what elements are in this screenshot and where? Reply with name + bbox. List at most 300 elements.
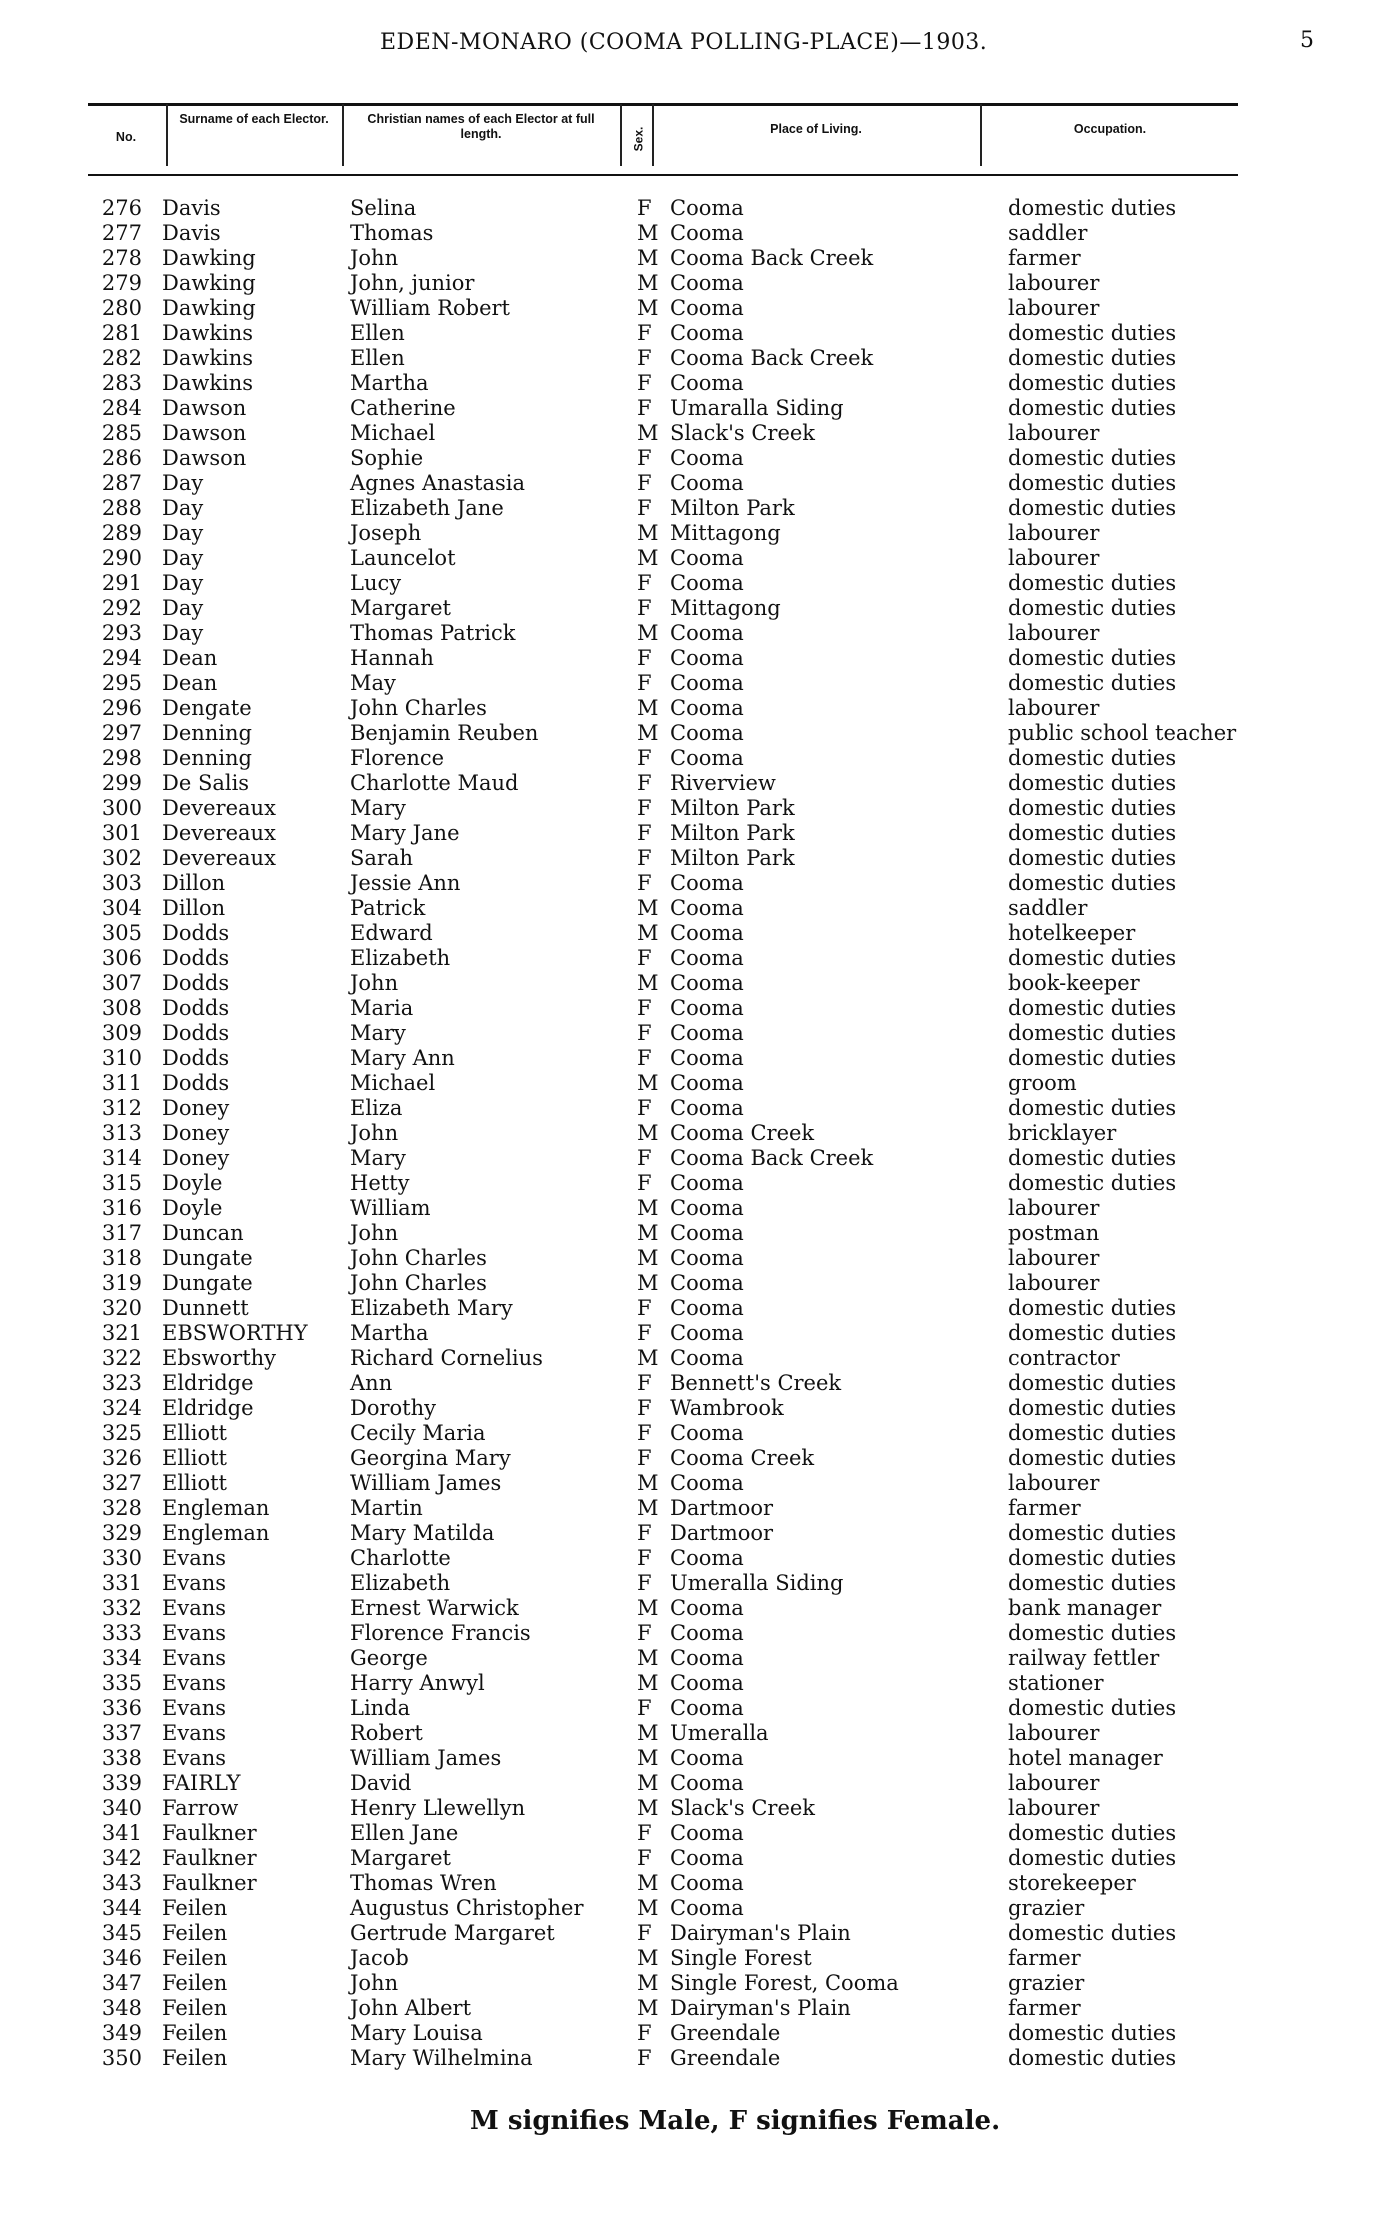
elector-sex: F [637,1171,652,1195]
elector-surname: Day [162,471,204,495]
elector-surname: Farrow [162,1796,239,1820]
elector-place-of-living: Milton Park [670,846,795,870]
elector-place-of-living: Cooma [670,671,744,695]
elector-christian-names: David [350,1771,412,1795]
elector-surname: Dawking [162,246,256,270]
elector-sex: M [637,271,659,295]
elector-christian-names: John, junior [350,271,475,295]
elector-christian-names: Sophie [350,446,424,470]
elector-surname: Dean [162,671,218,695]
elector-christian-names: William [350,1196,431,1220]
elector-christian-names: Ellen [350,321,405,345]
elector-sex: F [637,1396,652,1420]
elector-occupation: domestic duties [1008,1546,1177,1570]
elector-surname: EBSWORTHY [162,1321,308,1345]
elector-number: 331 [101,1571,142,1595]
elector-sex: F [637,996,652,1020]
elector-place-of-living: Cooma [670,746,744,770]
elector-row [0,371,1382,396]
elector-row [0,1746,1382,1771]
elector-surname: Dodds [162,1071,230,1095]
elector-surname: De Salis [162,771,250,795]
elector-sex: M [637,421,659,445]
elector-surname: Dodds [162,1021,230,1045]
elector-occupation: domestic duties [1008,671,1177,695]
elector-christian-names: Margaret [350,596,451,620]
elector-sex: M [637,1671,659,1695]
elector-occupation: domestic duties [1008,346,1177,370]
elector-surname: Engleman [162,1496,270,1520]
elector-surname: Day [162,621,204,645]
header-rule-top [88,103,1238,106]
elector-place-of-living: Milton Park [670,496,795,520]
elector-christian-names: John [350,1221,399,1245]
elector-occupation: grazier [1008,1971,1085,1995]
elector-row [0,1021,1382,1046]
header-place: Place of Living. [770,122,862,136]
elector-surname: Dawking [162,296,256,320]
elector-christian-names: Ellen [350,346,405,370]
elector-occupation: domestic duties [1008,796,1177,820]
elector-row [0,1946,1382,1971]
elector-surname: Faulkner [162,1846,257,1870]
elector-sex: M [637,896,659,920]
elector-place-of-living: Cooma [670,871,744,895]
elector-place-of-living: Dartmoor [670,1521,774,1545]
elector-place-of-living: Greendale [670,2046,781,2070]
elector-number: 288 [101,496,142,520]
elector-place-of-living: Cooma [670,1746,744,1770]
elector-surname: Dungate [162,1246,253,1270]
elector-number: 342 [101,1846,142,1870]
elector-sex: M [637,1071,659,1095]
elector-number: 309 [101,1021,142,1045]
elector-row [0,1821,1382,1846]
elector-number: 320 [101,1296,142,1320]
elector-surname: Doney [162,1096,230,1120]
elector-occupation: labourer [1008,421,1100,445]
elector-sex: F [637,1296,652,1320]
elector-place-of-living: Cooma [670,1471,744,1495]
elector-christian-names: Joseph [350,521,422,545]
elector-occupation: hotelkeeper [1008,921,1136,945]
elector-row [0,571,1382,596]
elector-christian-names: Augustus Christopher [350,1896,584,1920]
elector-number: 280 [101,296,142,320]
elector-christian-names: Michael [350,421,436,445]
elector-number: 278 [101,246,142,270]
elector-row [0,521,1382,546]
elector-sex: M [637,1871,659,1895]
elector-occupation: domestic duties [1008,1821,1177,1845]
elector-place-of-living: Cooma [670,1671,744,1695]
elector-occupation: groom [1008,1071,1077,1095]
elector-number: 338 [101,1746,142,1770]
elector-christian-names: Catherine [350,396,456,420]
elector-surname: Dawking [162,271,256,295]
elector-sex: M [637,1596,659,1620]
elector-christian-names: Thomas Wren [350,1871,497,1895]
elector-christian-names: Linda [350,1696,411,1720]
elector-number: 279 [101,271,142,295]
elector-christian-names: Mary Jane [350,821,460,845]
elector-place-of-living: Cooma Back Creek [670,1146,874,1170]
elector-occupation: domestic duties [1008,1146,1177,1170]
elector-occupation: hotel manager [1008,1746,1163,1770]
elector-place-of-living: Mittagong [670,521,781,545]
elector-row [0,671,1382,696]
elector-place-of-living: Cooma [670,1596,744,1620]
elector-occupation: domestic duties [1008,1296,1177,1320]
elector-sex: F [637,1521,652,1545]
elector-occupation: labourer [1008,296,1100,320]
elector-surname: Evans [162,1621,227,1645]
elector-sex: F [637,1421,652,1445]
elector-place-of-living: Cooma [670,1846,744,1870]
elector-surname: Dodds [162,946,230,970]
elector-sex: F [637,671,652,695]
elector-sex: F [637,1921,652,1945]
elector-number: 336 [101,1696,142,1720]
elector-number: 277 [101,221,142,245]
elector-occupation: bank manager [1008,1596,1162,1620]
elector-place-of-living: Cooma [670,1046,744,1070]
elector-place-of-living: Cooma [670,721,744,745]
elector-number: 276 [101,196,142,220]
elector-christian-names: Mary Wilhelmina [350,2046,533,2070]
elector-sex: M [637,1721,659,1745]
elector-surname: Evans [162,1571,227,1595]
elector-surname: Engleman [162,1521,270,1545]
elector-occupation: domestic duties [1008,1696,1177,1720]
elector-place-of-living: Cooma [670,1221,744,1245]
elector-number: 305 [101,921,142,945]
elector-place-of-living: Cooma Creek [670,1121,815,1145]
elector-surname: Evans [162,1746,227,1770]
elector-surname: Dodds [162,996,230,1020]
elector-surname: Evans [162,1596,227,1620]
elector-sex: F [637,1621,652,1645]
elector-christian-names: Maria [350,996,414,1020]
elector-number: 327 [101,1471,142,1495]
elector-number: 337 [101,1721,142,1745]
column-divider [980,104,982,166]
elector-number: 295 [101,671,142,695]
elector-surname: Evans [162,1671,227,1695]
column-divider [620,104,622,166]
elector-occupation: domestic duties [1008,821,1177,845]
elector-row [0,321,1382,346]
elector-sex: F [637,796,652,820]
elector-number: 310 [101,1046,142,1070]
elector-sex: F [637,1321,652,1345]
elector-surname: Faulkner [162,1821,257,1845]
elector-row [0,1246,1382,1271]
elector-row [0,1346,1382,1371]
elector-occupation: domestic duties [1008,496,1177,520]
elector-christian-names: Robert [350,1721,423,1745]
elector-sex: M [637,1246,659,1270]
elector-christian-names: Lucy [350,571,402,595]
elector-row [0,1196,1382,1221]
elector-christian-names: Hannah [350,646,434,670]
elector-occupation: domestic duties [1008,1571,1177,1595]
elector-surname: Dodds [162,971,230,995]
page-number: 5 [1300,28,1314,53]
elector-number: 329 [101,1521,142,1545]
elector-row [0,1596,1382,1621]
elector-number: 322 [101,1346,142,1370]
elector-occupation: domestic duties [1008,596,1177,620]
elector-sex: M [637,1121,659,1145]
elector-surname: FAIRLY [162,1771,241,1795]
elector-surname: Devereaux [162,846,276,870]
elector-occupation: labourer [1008,1471,1100,1495]
elector-place-of-living: Cooma [670,971,744,995]
elector-sex: M [637,1796,659,1820]
column-divider [652,104,654,166]
elector-place-of-living: Cooma [670,1821,744,1845]
elector-place-of-living: Cooma [670,221,744,245]
elector-sex: F [637,871,652,895]
elector-christian-names: Benjamin Reuben [350,721,539,745]
elector-occupation: domestic duties [1008,1046,1177,1070]
elector-occupation: domestic duties [1008,1021,1177,1045]
elector-sex: M [637,1271,659,1295]
elector-christian-names: Richard Cornelius [350,1346,543,1370]
elector-occupation: labourer [1008,546,1100,570]
elector-place-of-living: Cooma [670,1296,744,1320]
elector-row [0,771,1382,796]
elector-surname: Faulkner [162,1871,257,1895]
elector-number: 281 [101,321,142,345]
elector-occupation: domestic duties [1008,1096,1177,1120]
elector-surname: Dodds [162,1046,230,1070]
elector-place-of-living: Slack's Creek [670,1796,816,1820]
elector-row [0,921,1382,946]
elector-sex: F [637,646,652,670]
elector-number: 333 [101,1621,142,1645]
elector-sex: F [637,1571,652,1595]
elector-place-of-living: Milton Park [670,821,795,845]
elector-occupation: domestic duties [1008,321,1177,345]
elector-occupation: domestic duties [1008,1396,1177,1420]
sex-legend: M signifies Male, F signifies Female. [470,2106,1001,2136]
elector-number: 345 [101,1921,142,1945]
elector-row [0,971,1382,996]
elector-surname: Elliott [162,1471,227,1495]
elector-sex: M [637,246,659,270]
elector-christian-names: Elizabeth [350,1571,451,1595]
elector-number: 287 [101,471,142,495]
elector-row [0,496,1382,521]
elector-christian-names: Edward [350,921,433,945]
elector-occupation: farmer [1008,1496,1081,1520]
elector-surname: Dengate [162,696,252,720]
elector-place-of-living: Cooma [670,1546,744,1570]
elector-row [0,646,1382,671]
elector-number: 330 [101,1546,142,1570]
elector-occupation: domestic duties [1008,471,1177,495]
elector-occupation: domestic duties [1008,946,1177,970]
elector-place-of-living: Dairyman's Plain [670,1996,851,2020]
elector-row [0,246,1382,271]
elector-row [0,1296,1382,1321]
elector-occupation: labourer [1008,1196,1100,1220]
elector-place-of-living: Cooma [670,646,744,670]
elector-row [0,621,1382,646]
elector-place-of-living: Single Forest [670,1946,812,1970]
elector-number: 292 [101,596,142,620]
elector-row [0,1771,1382,1796]
elector-row [0,2046,1382,2071]
elector-sex: F [637,1821,652,1845]
elector-occupation: domestic duties [1008,1371,1177,1395]
elector-surname: Dawson [162,396,247,420]
elector-sex: M [637,971,659,995]
elector-row [0,796,1382,821]
elector-place-of-living: Riverview [670,771,776,795]
elector-surname: Day [162,546,204,570]
elector-surname: Feilen [162,2046,228,2070]
elector-row [0,1146,1382,1171]
elector-christian-names: Mary Louisa [350,2021,483,2045]
elector-number: 296 [101,696,142,720]
elector-list [0,196,1382,2071]
elector-surname: Day [162,571,204,595]
elector-row [0,1846,1382,1871]
elector-place-of-living: Cooma [670,471,744,495]
elector-sex: F [637,396,652,420]
column-divider [166,104,168,166]
elector-occupation: grazier [1008,1896,1085,1920]
elector-number: 316 [101,1196,142,1220]
elector-christian-names: John Albert [350,1996,472,2020]
elector-place-of-living: Cooma [670,996,744,1020]
elector-row [0,1721,1382,1746]
elector-place-of-living: Dairyman's Plain [670,1921,851,1945]
elector-number: 319 [101,1271,142,1295]
elector-place-of-living: Cooma [670,1196,744,1220]
elector-occupation: labourer [1008,1271,1100,1295]
elector-row [0,846,1382,871]
elector-sex: F [637,1021,652,1045]
elector-place-of-living: Cooma [670,296,744,320]
elector-row [0,1796,1382,1821]
elector-number: 312 [101,1096,142,1120]
elector-row [0,1896,1382,1921]
elector-number: 299 [101,771,142,795]
elector-sex: F [637,196,652,220]
elector-surname: Doyle [162,1196,223,1220]
elector-sex: F [637,2021,652,2045]
elector-surname: Evans [162,1546,227,1570]
elector-occupation: domestic duties [1008,1321,1177,1345]
elector-row [0,1546,1382,1571]
elector-place-of-living: Wambrook [670,1396,784,1420]
elector-number: 285 [101,421,142,445]
elector-sex: F [637,1046,652,1070]
elector-surname: Denning [162,746,252,770]
elector-sex: M [637,696,659,720]
elector-place-of-living: Mittagong [670,596,781,620]
elector-number: 346 [101,1946,142,1970]
elector-place-of-living: Cooma [670,1321,744,1345]
elector-sex: F [637,1696,652,1720]
elector-number: 290 [101,546,142,570]
header-surname: Surname of each Elector. [179,112,329,126]
elector-row [0,1521,1382,1546]
elector-row [0,1871,1382,1896]
elector-christian-names: Ernest Warwick [350,1596,519,1620]
elector-row [0,1471,1382,1496]
elector-sex: F [637,846,652,870]
elector-row [0,696,1382,721]
elector-sex: F [637,446,652,470]
elector-number: 323 [101,1371,142,1395]
elector-surname: Davis [162,196,221,220]
elector-row [0,871,1382,896]
elector-occupation: postman [1008,1221,1100,1245]
elector-number: 283 [101,371,142,395]
elector-row [0,296,1382,321]
elector-place-of-living: Cooma [670,571,744,595]
elector-christian-names: John [350,971,399,995]
elector-sex: F [637,471,652,495]
elector-christian-names: Selina [350,196,417,220]
elector-number: 313 [101,1121,142,1145]
elector-christian-names: Martin [350,1496,423,1520]
elector-place-of-living: Dartmoor [670,1496,774,1520]
elector-occupation: domestic duties [1008,446,1177,470]
elector-sex: F [637,821,652,845]
elector-occupation: domestic duties [1008,571,1177,595]
elector-sex: M [637,1996,659,2020]
elector-surname: Feilen [162,1896,228,1920]
elector-christian-names: Mary [350,1146,406,1170]
elector-row [0,1646,1382,1671]
elector-sex: F [637,1096,652,1120]
header-sex: Sex. [631,126,646,152]
elector-row [0,421,1382,446]
elector-place-of-living: Milton Park [670,796,795,820]
elector-place-of-living: Cooma [670,321,744,345]
elector-place-of-living: Cooma [670,1071,744,1095]
elector-place-of-living: Umeralla [670,1721,769,1745]
elector-christian-names: William Robert [350,296,510,320]
elector-christian-names: Cecily Maria [350,1421,486,1445]
elector-sex: M [637,1646,659,1670]
elector-surname: Dodds [162,921,230,945]
elector-sex: F [637,371,652,395]
elector-place-of-living: Umeralla Siding [670,1571,844,1595]
elector-number: 344 [101,1896,142,1920]
elector-place-of-living: Cooma [670,271,744,295]
elector-christian-names: John [350,246,399,270]
elector-row [0,1421,1382,1446]
elector-sex: M [637,1946,659,1970]
elector-place-of-living: Cooma [670,371,744,395]
elector-christian-names: Ellen Jane [350,1821,459,1845]
elector-occupation: domestic duties [1008,871,1177,895]
elector-christian-names: Hetty [350,1171,410,1195]
elector-row [0,1321,1382,1346]
elector-number: 334 [101,1646,142,1670]
elector-place-of-living: Cooma [670,546,744,570]
elector-row [0,896,1382,921]
elector-surname: Feilen [162,1971,228,1995]
elector-number: 324 [101,1396,142,1420]
